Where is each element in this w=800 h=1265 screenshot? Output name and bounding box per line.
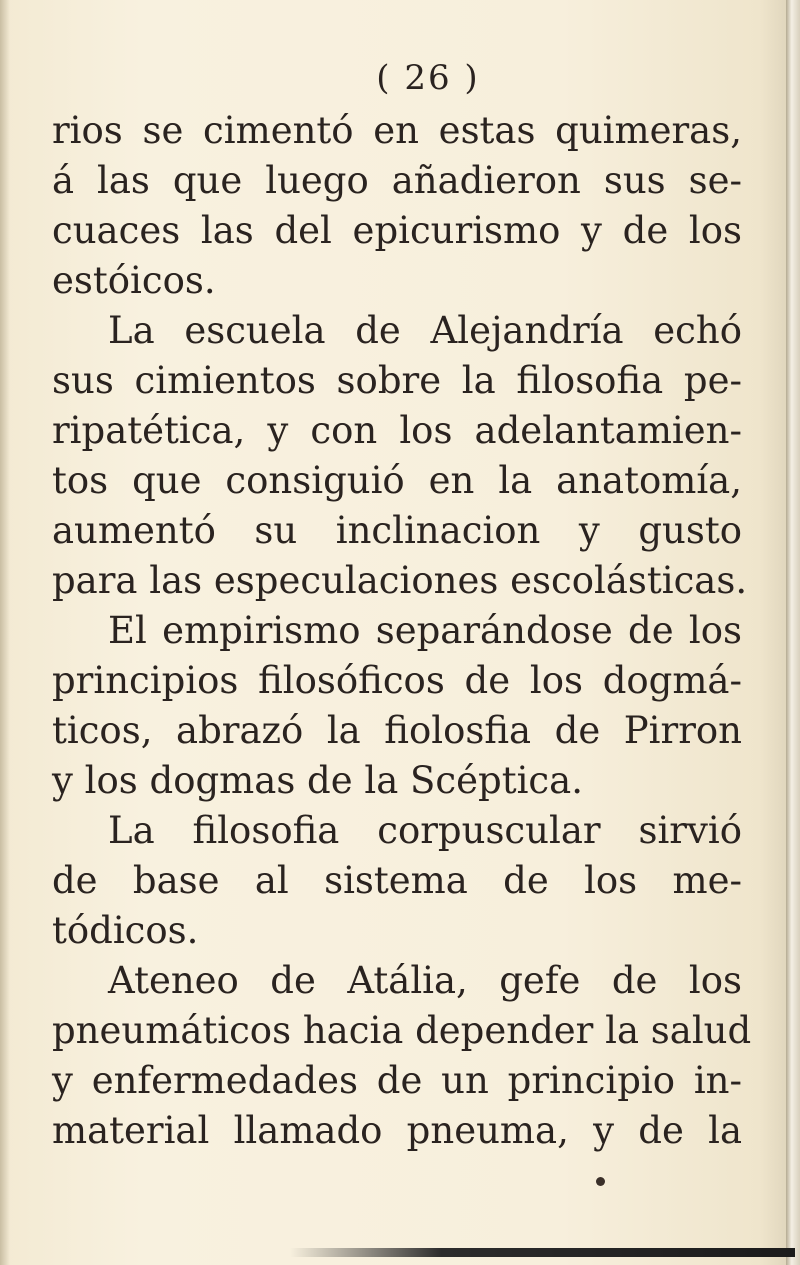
text-line: principios filosóficos de los dogmá- [52, 659, 742, 702]
text-line: y los dogmas de la Scéptica. [52, 759, 583, 802]
text-line: estóicos. [52, 259, 216, 302]
text-line: rios se cimentó en estas quimeras, [52, 109, 742, 152]
page-edge [786, 0, 800, 1265]
text-line: aumentó su inclinacion y gusto [52, 509, 742, 552]
text-line: de base al sistema de los me- [52, 859, 742, 902]
ink-dot [596, 1177, 605, 1186]
paragraph-start: Ateneo de Atália, gefe de los [108, 959, 742, 1002]
text-line: cuaces las del epicurismo y de los [52, 209, 742, 252]
text-line: material llamado pneuma, y de la [52, 1109, 742, 1152]
body-text [52, 106, 752, 1156]
text-line: para las especulaciones escolásticas. [52, 559, 748, 602]
text-line: á las que luego añadieron sus se- [52, 159, 742, 202]
text-line: tódicos. [52, 909, 199, 952]
text-line: ticos, abrazó la fiolosfia de Pirron [52, 709, 742, 752]
text-line: y enfermedades de un principio in- [52, 1059, 742, 1102]
paragraph-start: El empirismo separándose de los [108, 609, 742, 652]
bottom-shadow-rule [290, 1248, 795, 1257]
text-line: tos que consiguió en la anatomía, [52, 459, 742, 502]
page-gutter-shadow [0, 0, 10, 1265]
paragraph-start: La filosofia corpuscular sirvió [108, 809, 742, 852]
text-line: pneumáticos hacia depender la salud [52, 1009, 752, 1052]
text-line: ripatética, y con los adelantamien- [52, 409, 742, 452]
paragraph-start: La escuela de Alejandría echó [108, 309, 742, 352]
page-number: ( 26 ) [376, 58, 480, 98]
text-line: sus cimientos sobre la filosofia pe- [52, 359, 742, 402]
